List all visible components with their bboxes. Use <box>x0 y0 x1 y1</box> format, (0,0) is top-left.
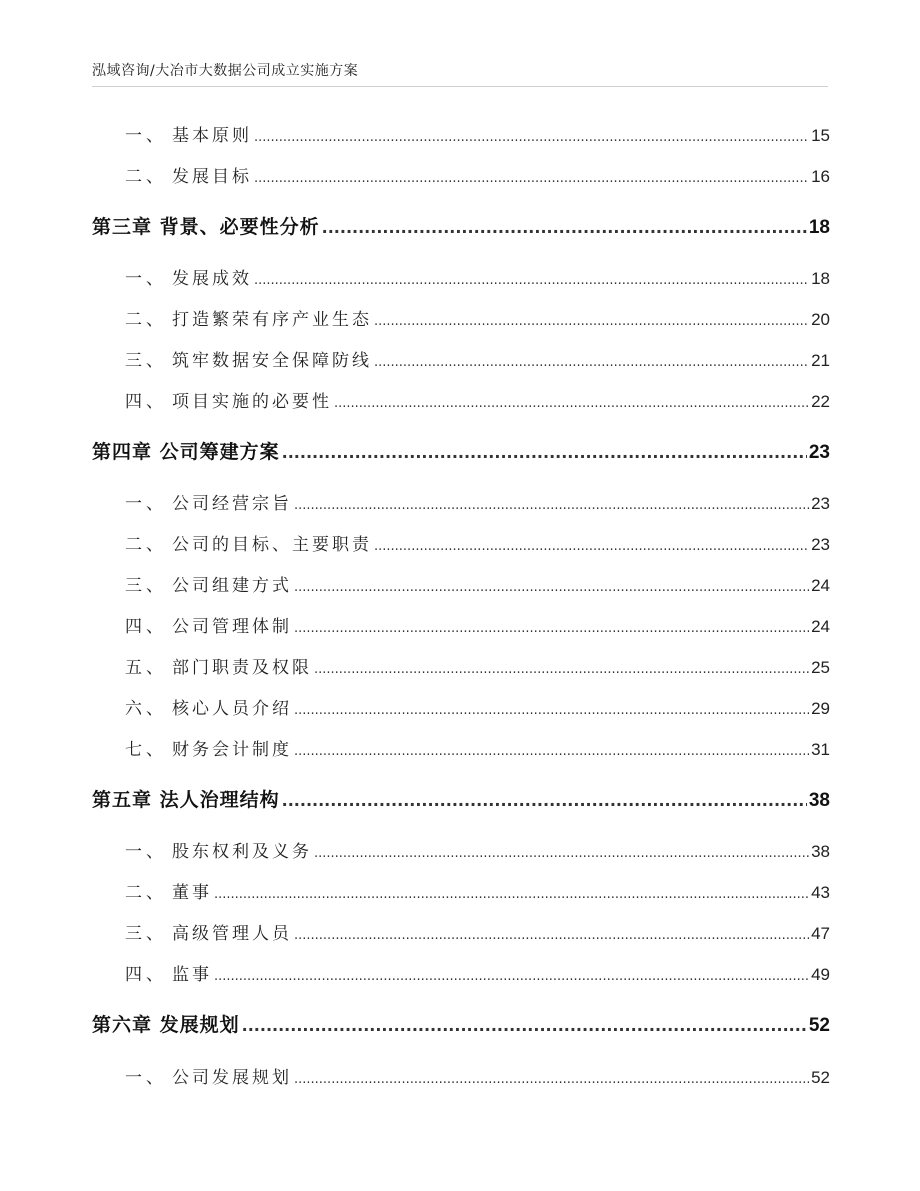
toc-entry-number: 六、 <box>125 699 167 719</box>
toc-entry[interactable] <box>92 881 830 907</box>
toc-dot-leader <box>334 390 809 416</box>
toc-entry-title: 财务会计制度 <box>172 740 292 760</box>
toc-entry[interactable] <box>92 574 830 600</box>
toc-entry-title: 监事 <box>172 965 212 985</box>
toc-entry-page: 16 <box>811 167 830 186</box>
toc-entry[interactable] <box>92 615 830 641</box>
toc-entry-page: 20 <box>811 310 830 329</box>
toc-entry[interactable] <box>92 922 830 948</box>
toc-entry-page: 24 <box>811 617 830 636</box>
toc-entry-title: 高级管理人员 <box>172 924 292 944</box>
toc-chapter-page: 38 <box>808 790 830 811</box>
toc-dot-leader <box>294 922 809 948</box>
toc-dot-leader <box>214 963 809 989</box>
toc-entry[interactable] <box>92 308 830 334</box>
toc-dot-leader <box>254 267 809 293</box>
toc-entry-page: 25 <box>811 658 830 677</box>
toc-entry-number: 一、 <box>125 1068 167 1088</box>
toc-entry-page: 47 <box>811 924 830 943</box>
toc-chapter-title: 第三章 背景、必要性分析 <box>92 216 320 238</box>
toc-entry-page: 38 <box>811 842 830 861</box>
toc-entry-number: 一、 <box>125 269 167 289</box>
toc-entry-page: 23 <box>811 494 830 513</box>
toc-entry-page: 24 <box>811 576 830 595</box>
toc-entry-page: 22 <box>811 392 830 411</box>
toc-dot-leader <box>374 533 809 559</box>
header-divider <box>92 86 828 87</box>
toc-chapter-title: 第五章 法人治理结构 <box>92 789 280 811</box>
toc-entry[interactable] <box>92 390 830 416</box>
toc-chapter[interactable] <box>92 788 830 813</box>
toc-chapter[interactable] <box>92 440 830 465</box>
toc-entry-title: 筑牢数据安全保障防线 <box>172 351 372 371</box>
toc-entry-page: 31 <box>811 740 830 759</box>
toc-entry[interactable] <box>92 492 830 518</box>
toc-entry[interactable] <box>92 840 830 866</box>
toc-entry-title: 公司发展规划 <box>172 1068 292 1088</box>
toc-dot-leader <box>322 215 807 240</box>
toc-chapter-page: 52 <box>808 1015 830 1036</box>
toc-chapter[interactable] <box>92 215 830 240</box>
toc-dot-leader <box>294 574 809 600</box>
page-header: 泓域咨询/大冶市大数据公司成立实施方案 <box>92 63 359 79</box>
toc-dot-leader <box>294 492 809 518</box>
toc-entry[interactable] <box>92 738 830 764</box>
toc-dot-leader <box>294 615 809 641</box>
toc-entry[interactable] <box>92 656 830 682</box>
toc-dot-leader <box>314 656 809 682</box>
toc-entry-title: 核心人员介绍 <box>172 699 292 719</box>
toc-chapter-title: 第四章 公司筹建方案 <box>92 441 280 463</box>
toc-entry-page: 43 <box>811 883 830 902</box>
toc-entry-title: 基本原则 <box>172 126 252 146</box>
toc-chapter-page: 18 <box>808 217 830 238</box>
toc-entry-number: 七、 <box>125 740 167 760</box>
toc-dot-leader <box>282 440 807 465</box>
toc-dot-leader <box>294 1066 809 1092</box>
toc-entry-title: 部门职责及权限 <box>172 658 312 678</box>
toc-entry-title: 发展成效 <box>172 269 252 289</box>
toc-entry-page: 52 <box>811 1068 830 1087</box>
toc-entry[interactable] <box>92 1066 830 1092</box>
toc-entry-title: 公司管理体制 <box>172 617 292 637</box>
toc-entry-page: 15 <box>811 126 830 145</box>
toc-entry-number: 二、 <box>125 883 167 903</box>
toc-entry-page: 49 <box>811 965 830 984</box>
toc-entry-number: 二、 <box>125 535 167 555</box>
toc-entry-title: 公司组建方式 <box>172 576 292 596</box>
toc-entry-number: 一、 <box>125 494 167 514</box>
toc-entry[interactable] <box>92 267 830 293</box>
toc-entry-number: 四、 <box>125 965 167 985</box>
toc-entry[interactable] <box>92 124 830 150</box>
toc-dot-leader <box>254 124 809 150</box>
toc-entry-title: 发展目标 <box>172 167 252 187</box>
toc-dot-leader <box>254 165 809 191</box>
toc-entry[interactable] <box>92 697 830 723</box>
toc-entry-page: 18 <box>811 269 830 288</box>
toc-dot-leader <box>242 1013 807 1038</box>
toc-entry-title: 董事 <box>172 883 212 903</box>
toc-entry[interactable] <box>92 963 830 989</box>
toc-entry[interactable] <box>92 533 830 559</box>
toc-entry-title: 股东权利及义务 <box>172 842 312 862</box>
toc-chapter[interactable] <box>92 1013 830 1038</box>
toc-dot-leader <box>294 738 809 764</box>
toc-entry-number: 一、 <box>125 842 167 862</box>
toc-entry-number: 二、 <box>125 167 167 187</box>
toc-entry-number: 二、 <box>125 310 167 330</box>
toc-entry[interactable] <box>92 165 830 191</box>
toc-dot-leader <box>374 308 809 334</box>
toc-dot-leader <box>294 697 809 723</box>
toc-entry-number: 四、 <box>125 617 167 637</box>
toc-entry-page: 29 <box>811 699 830 718</box>
toc-entry-page: 21 <box>811 351 830 370</box>
toc-chapter-page: 23 <box>808 442 830 463</box>
toc-entry-title: 打造繁荣有序产业生态 <box>172 310 372 330</box>
toc-entry-number: 五、 <box>125 658 167 678</box>
toc-entry-number: 三、 <box>125 924 167 944</box>
toc-dot-leader <box>214 881 809 907</box>
toc-chapter-title: 第六章 发展规划 <box>92 1014 240 1036</box>
toc-entry-title: 公司的目标、主要职责 <box>172 535 372 555</box>
toc-entry-title: 公司经营宗旨 <box>172 494 292 514</box>
toc-dot-leader <box>374 349 809 375</box>
toc-entry-number: 三、 <box>125 351 167 371</box>
toc-entry-number: 一、 <box>125 126 167 146</box>
toc-entry[interactable] <box>92 349 830 375</box>
toc-dot-leader <box>314 840 809 866</box>
toc-entry-page: 23 <box>811 535 830 554</box>
toc-entry-title: 项目实施的必要性 <box>172 392 332 412</box>
toc-entry-number: 四、 <box>125 392 167 412</box>
toc-dot-leader <box>282 788 807 813</box>
toc-entry-number: 三、 <box>125 576 167 596</box>
